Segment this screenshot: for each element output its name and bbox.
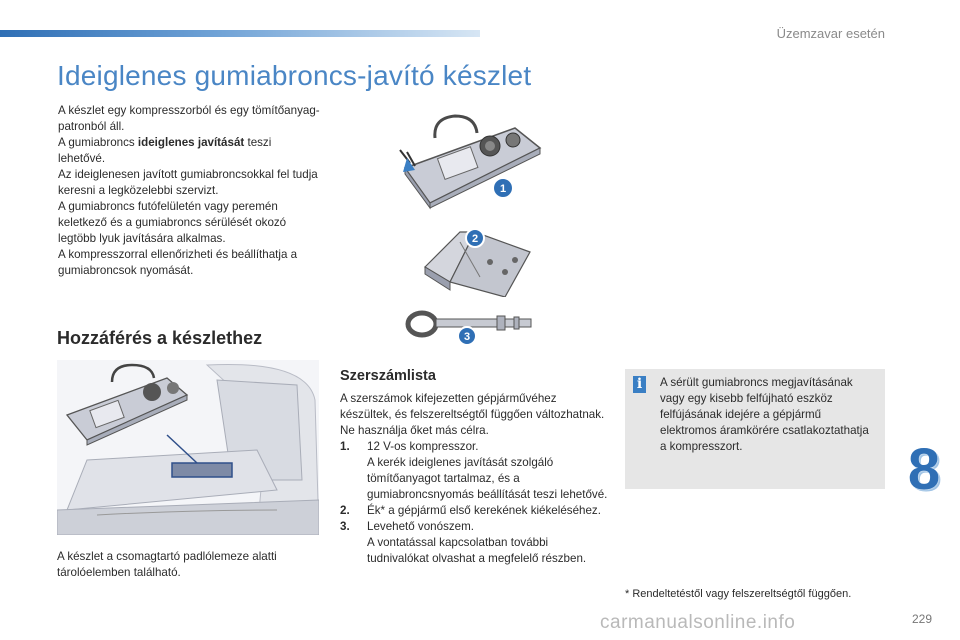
list-item bbox=[340, 503, 608, 519]
compressor-kit-illustration bbox=[395, 108, 545, 213]
info-text: A sérült gumiabroncs megjavításának vagy egy kisebb felfújható eszköz felfújásának idejére a gépjármű elektromos áramkörére csatlakoztathatja a kompresszort. bbox=[660, 376, 869, 453]
list-item bbox=[340, 439, 608, 503]
tools-title: Szerszámlista bbox=[340, 368, 436, 384]
section-header: Üzemzavar esetén bbox=[776, 26, 885, 41]
list-item-line: A kerék ideiglenes javítását szolgáló tömítőanyagot tartalmaz, és a gumiabroncsnyomás beállítását teszi lehetővé. bbox=[367, 456, 608, 501]
watermark: carmanualsonline.info bbox=[600, 612, 796, 633]
chapter-number: 8 bbox=[907, 437, 941, 502]
intro-paragraph: Az ideiglenesen javított gumiabroncsokkal fel tudja keresni a legközelebbi szervizt. bbox=[58, 168, 318, 197]
towing-eye-illustration bbox=[402, 308, 542, 348]
list-item-line: A vontatással kapcsolatban további tudnivalókat olvashat a megfelelő részben. bbox=[367, 536, 587, 565]
list-item-number: 2. bbox=[340, 504, 350, 517]
header-accent-bar bbox=[0, 30, 480, 37]
intro-paragraph: A kompresszorral ellenőrizheti és beállíthatja a gumiabroncsok nyomását. bbox=[58, 248, 298, 277]
callout-2-label: 2 bbox=[471, 233, 479, 245]
tools-content bbox=[340, 391, 608, 567]
list-item-line: Ék* a gépjármű első kerekének kiékeléséhez. bbox=[367, 504, 601, 517]
footnote: * Rendeltetéstől vagy felszereltségtől függően. bbox=[625, 588, 852, 600]
list-item-number: 1. bbox=[340, 440, 350, 453]
tools-list bbox=[340, 439, 608, 567]
intro-paragraph: A gumiabroncs futófelületén vagy peremén keletkező és a gumiabroncs sérülését okozó legtöbb lyuk javítására alkalmas. bbox=[58, 200, 287, 245]
access-section-title: Hozzáférés a készlethez bbox=[57, 328, 263, 348]
callout-1-label: 1 bbox=[499, 183, 507, 195]
intro-text bbox=[58, 103, 320, 279]
list-item-number: 3. bbox=[340, 520, 350, 533]
page-number: 229 bbox=[912, 612, 933, 626]
tools-intro: A szerszámok kifejezetten gépjárművéhez készültek, és felszereltségtől függően változhatnak. Ne használja őket más célra. bbox=[340, 392, 605, 437]
page-title: Ideiglenes gumiabroncs-javító készlet bbox=[57, 60, 532, 91]
list-item bbox=[340, 519, 608, 567]
access-caption: A készlet a csomagtartó padlólemeze alatti tárolóelemben található. bbox=[57, 550, 277, 579]
trunk-photo bbox=[57, 360, 319, 535]
intro-paragraph: A készlet egy kompresszorból és egy tömítőanyag-patronból áll. bbox=[58, 104, 320, 133]
info-icon: i bbox=[633, 376, 646, 393]
wheel-chock-illustration bbox=[420, 222, 540, 297]
list-item-line: Levehető vonószem. bbox=[367, 520, 474, 533]
intro-paragraph: A gumiabroncs ideiglenes javítását teszi lehetővé. bbox=[58, 136, 272, 165]
callout-3-label: 3 bbox=[463, 331, 471, 343]
list-item-line: 12 V-os kompresszor. bbox=[367, 440, 479, 453]
